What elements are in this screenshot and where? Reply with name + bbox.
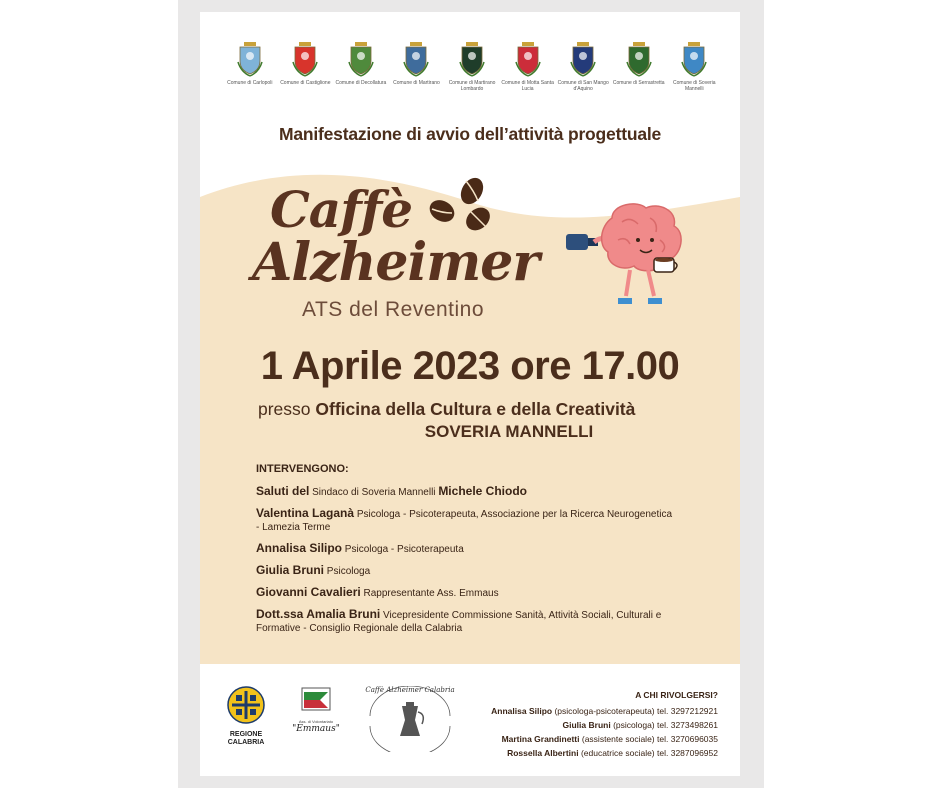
contact-phone: tel. 3287096952 xyxy=(657,748,718,758)
speaker-role: Rappresentante Ass. Emmaus xyxy=(363,588,499,599)
event-venue xyxy=(258,399,635,420)
title-line-2: Alzheimer xyxy=(252,232,539,293)
event-poster xyxy=(200,12,740,776)
martirano-lombardo-crest-icon xyxy=(457,38,487,78)
municipality-crest xyxy=(333,38,389,108)
speaker-role: Psicologa - Psicoterapeuta, Associazione per la Ricerca Neurogenetica - Lamezia Terme xyxy=(256,509,672,533)
brain-mascot-icon xyxy=(560,200,690,315)
contact-row xyxy=(491,704,718,718)
municipality-crest xyxy=(500,38,556,108)
contacts-block xyxy=(491,690,718,760)
contact-phone: tel. 3297212921 xyxy=(657,706,718,716)
contact-name: Martina Grandinetti xyxy=(501,734,580,744)
crest-label: Comune di Motta Santa Lucia xyxy=(501,80,554,92)
municipality-crest xyxy=(278,38,334,108)
coffee-beans-icon xyxy=(426,175,496,235)
event-date: 1 Aprile 2023 ore 17.00 xyxy=(260,344,680,388)
contact-role: (assistente sociale) xyxy=(581,734,655,744)
contact-role: (psicologa-psicoterapeuta) xyxy=(554,706,655,716)
speaker-role: Sindaco di Soveria Mannelli xyxy=(312,487,436,498)
municipality-crests xyxy=(222,38,722,108)
san-mango-crest-icon xyxy=(568,38,598,78)
municipality-crest xyxy=(222,38,278,108)
crest-label: Comune di Martirano xyxy=(393,80,440,86)
martirano-crest-icon xyxy=(401,38,431,78)
soveria-mannelli-crest-icon xyxy=(679,38,709,78)
regione-calabria-logo xyxy=(222,686,270,747)
speaker-entry xyxy=(256,608,676,635)
contact-role: (psicologa) xyxy=(613,720,655,730)
municipality-crest xyxy=(444,38,500,108)
contact-role: (educatrice sociale) xyxy=(580,748,655,758)
crest-label: Comune di Martirano Lombardo xyxy=(448,80,496,92)
emmaus-name: "Emmaus" xyxy=(292,724,340,734)
contact-row xyxy=(491,732,718,746)
emmaus-flag-icon xyxy=(300,686,332,714)
subtitle: ATS del Reventino xyxy=(302,298,485,321)
municipality-crest xyxy=(389,38,445,108)
regione-calabria-label: REGIONE CALABRIA xyxy=(227,731,265,746)
crest-label: Comune di Serrastretta xyxy=(612,80,665,86)
contact-name: Annalisa Silipo xyxy=(491,706,553,716)
speaker-entry xyxy=(256,485,676,499)
speaker-name: Michele Chiodo xyxy=(438,484,527,498)
contact-phone: tel. 3270696035 xyxy=(657,734,718,744)
speaker-name: Giovanni Cavalieri xyxy=(256,585,361,599)
contact-name: Rossella Albertini xyxy=(507,748,579,758)
contact-row xyxy=(491,746,718,760)
crest-label: Comune di Soveria Mannelli xyxy=(673,80,716,92)
speaker-role: Vicepresidente Commissione Sanità, Attività Sociali, Culturali e Formative - Consiglio Regionale della Calabria xyxy=(256,610,662,634)
castiglione-crest-icon xyxy=(290,38,320,78)
caffe-alzheimer-calabria-logo xyxy=(360,686,460,752)
carlopoli-crest-icon xyxy=(235,38,265,78)
venue-prefix: presso xyxy=(258,399,311,419)
speaker-role: Psicologa - Psicoterapeuta xyxy=(344,544,464,555)
speaker-name: Valentina Laganà xyxy=(256,506,355,520)
speaker-name: Dott.ssa Amalia Bruni xyxy=(256,607,381,621)
crest-label: Comune di Carlopoli xyxy=(227,80,273,86)
speaker-entry xyxy=(256,564,676,578)
crest-label: Comune di San Mango d'Aquino xyxy=(557,80,609,92)
venue-name: Officina della Cultura e della Creatività xyxy=(315,399,636,419)
caffe-logo-text: Caffè Alzheimer Calabria xyxy=(365,686,455,694)
intro-heading: Manifestazione di avvio dell’attività progettuale xyxy=(278,124,662,144)
motta-santa-lucia-crest-icon xyxy=(513,38,543,78)
crest-label: Comune di Decollatura xyxy=(335,80,387,86)
crest-label: Comune di Castiglione xyxy=(280,80,331,86)
speaker-role: Psicologa xyxy=(326,566,371,577)
speakers-list xyxy=(256,463,676,643)
speaker-entry xyxy=(256,542,676,556)
speaker-name: Annalisa Silipo xyxy=(256,541,343,555)
speakers-heading: INTERVENGONO: xyxy=(256,463,349,475)
event-city: SOVERIA MANNELLI xyxy=(424,422,594,441)
speaker-name: Giulia Bruni xyxy=(256,563,325,577)
municipality-crest xyxy=(667,38,723,108)
serrastretta-crest-icon xyxy=(624,38,654,78)
regione-calabria-emblem-icon xyxy=(227,686,265,724)
title-line-1: Caffè xyxy=(270,180,413,239)
contacts-heading: A CHI RIVOLGERSI? xyxy=(635,690,718,700)
municipality-crest xyxy=(555,38,611,108)
contact-name: Giulia Bruni xyxy=(562,720,611,730)
moka-pot-icon xyxy=(360,686,460,752)
contact-phone: tel. 3273498261 xyxy=(657,720,718,730)
emmaus-logo xyxy=(286,686,346,734)
poster-footer xyxy=(200,664,740,776)
contact-row xyxy=(491,718,718,732)
emmaus-subtitle: Ass. di Volontariato xyxy=(298,719,334,724)
speaker-entry xyxy=(256,507,676,534)
municipality-crest xyxy=(611,38,667,108)
speaker-prefix: Saluti del xyxy=(256,484,310,498)
speaker-entry xyxy=(256,586,676,600)
decollatura-crest-icon xyxy=(346,38,376,78)
